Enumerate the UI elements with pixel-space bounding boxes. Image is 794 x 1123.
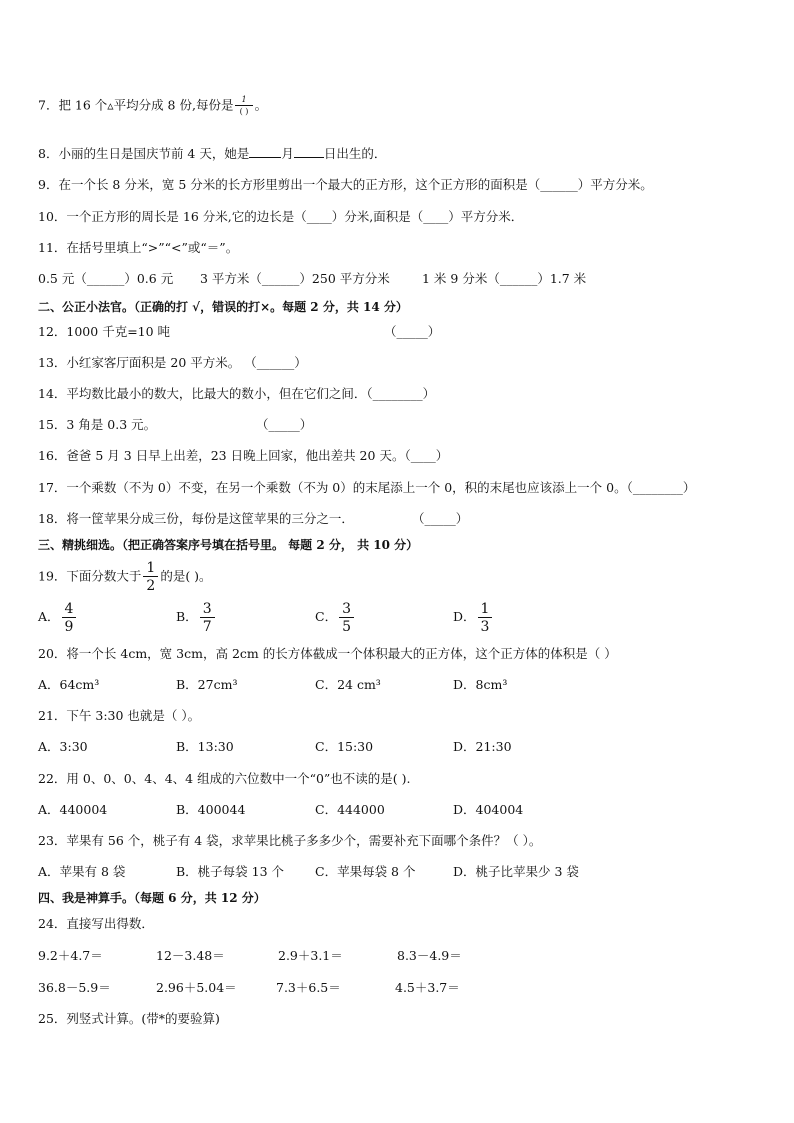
fraction: $\frac{1}{( )}$	[235, 96, 252, 116]
question-16: 16．爸爸 5 月 3 日早上出差，23 日晚上回家，他出差共 20 天。（____）	[38, 448, 449, 463]
question-20: 20．将一个长 4cm，宽 3cm，高 2cm 的长方体截成一个体积最大的正方体，这个正方体的体积是（ ）	[38, 646, 617, 661]
option-a[interactable]: A．440004	[38, 802, 108, 817]
option-a[interactable]: A．3:30	[38, 739, 88, 754]
question-25: 25．列竖式计算。(带*的要验算)	[38, 1011, 220, 1026]
option-c[interactable]: C．24 cm³	[315, 677, 381, 692]
answer-blank[interactable]: （_____）	[384, 324, 441, 339]
calc-item: 2.9＋3.1＝	[278, 948, 343, 963]
calc-item: 4.5＋3.7＝	[395, 980, 460, 995]
question-19: 19．下面分数大于 $\frac{1}{2}$ 的是( )。	[38, 560, 212, 594]
calc-item: 36.8－5.9＝	[38, 980, 111, 995]
question-21: 21．下午 3:30 也就是（ ）。	[38, 708, 201, 723]
option-c[interactable]: C．15:30	[315, 739, 374, 754]
fraction: $\frac{4}{9}$	[62, 602, 77, 634]
option-b[interactable]: B．27cm³	[176, 677, 238, 692]
fraction: $\frac{3}{7}$	[200, 602, 215, 634]
option-b[interactable]: B．400044	[176, 802, 246, 817]
question-23: 23．苹果有 56 个，桃子有 4 袋，求苹果比桃子多多少个，需要补充下面哪个条件？（ ）。	[38, 833, 542, 848]
question-13: 13．小红家客厅面积是 20 平方米。 （______）	[38, 355, 307, 370]
question-7: 7．把 16 个▵平均分成 8 份,每份是 $\frac{1}{( )}$ 。	[38, 95, 268, 116]
option-a[interactable]: A． $\frac{4}{9}$	[38, 600, 78, 634]
fraction: $\frac{1}{3}$	[478, 602, 493, 634]
section-2-title: 二、公正小法官。（正确的打 √，错误的打×。每题 2 分，共 14 分）	[38, 300, 408, 314]
option-d[interactable]: D．404004	[453, 802, 524, 817]
option-b[interactable]: B．13:30	[176, 739, 234, 754]
answer-blank[interactable]	[249, 145, 281, 158]
option-a[interactable]: A．64cm³	[38, 677, 100, 692]
question-22: 22．用 0、0、0、4、4、4 组成的六位数中一个“0”也不读的是( ).	[38, 771, 411, 786]
question-12: 12．1000 千克=10 吨	[38, 324, 171, 339]
option-d[interactable]: D．桃子比苹果少 3 袋	[453, 864, 579, 879]
calc-item: 9.2＋4.7＝	[38, 948, 103, 963]
compare-item-2: 3 平方米（______）250 平方分米	[200, 271, 390, 286]
question-14: 14．平均数比最小的数大，比最大的数小，但在它们之间．（________）	[38, 386, 436, 401]
answer-blank[interactable]	[294, 145, 324, 158]
answer-blank[interactable]: （_____）	[412, 511, 469, 526]
question-11: 11．在括号里填上“>”“<”或“＝”。	[38, 240, 239, 255]
calc-item: 12－3.48＝	[156, 948, 225, 963]
calc-item: 2.96＋5.04＝	[156, 980, 237, 995]
calc-item: 7.3＋6.5＝	[276, 980, 341, 995]
question-9: 9．在一个长 8 分米，宽 5 分米的长方形里剪出一个最大的正方形，这个正方形的面积是（______）平方分米。	[38, 177, 653, 192]
question-8: 8．小丽的生日是国庆节前 4 天，她是 月 日出生的．	[38, 146, 387, 161]
option-b[interactable]: B．桃子每袋 13 个	[176, 864, 285, 879]
option-d[interactable]: D．8cm³	[453, 677, 508, 692]
option-d[interactable]: D． $\frac{1}{3}$	[453, 600, 494, 634]
fraction: $\frac{3}{5}$	[339, 602, 354, 634]
section-4-title: 四、我是神算手。（每题 6 分，共 12 分）	[38, 891, 266, 905]
fraction: $\frac{1}{2}$	[143, 561, 158, 593]
section-3-title: 三、精挑细选。（把正确答案序号填在括号里。 每题 2 分， 共 10 分）	[38, 538, 419, 552]
option-b[interactable]: B． $\frac{3}{7}$	[176, 600, 217, 634]
option-a[interactable]: A．苹果有 8 袋	[38, 864, 126, 879]
compare-item-1: 0.5 元（______）0.6 元	[38, 271, 174, 286]
question-10: 10．一个正方形的周长是 16 分米,它的边长是（____）分米,面积是（____）平方分米．	[38, 209, 524, 224]
calc-item: 8.3－4.9＝	[397, 948, 462, 963]
option-d[interactable]: D．21:30	[453, 739, 512, 754]
question-24: 24．直接写出得数．	[38, 916, 154, 931]
compare-item-3: 1 米 9 分米（______）1.7 米	[422, 271, 587, 286]
question-17: 17．一个乘数（不为 0）不变，在另一个乘数（不为 0）的末尾添上一个 0，积的末尾也应该添上一个 0。（________）	[38, 480, 696, 495]
option-c[interactable]: C．苹果每袋 8 个	[315, 864, 416, 879]
question-18: 18．将一筐苹果分成三份，每份是这筐苹果的三分之一．	[38, 511, 354, 526]
question-15: 15．3 角是 0.3 元。	[38, 417, 157, 432]
option-c[interactable]: C．444000	[315, 802, 385, 817]
option-c[interactable]: C． $\frac{3}{5}$	[315, 600, 356, 634]
answer-blank[interactable]: （_____）	[256, 417, 313, 432]
